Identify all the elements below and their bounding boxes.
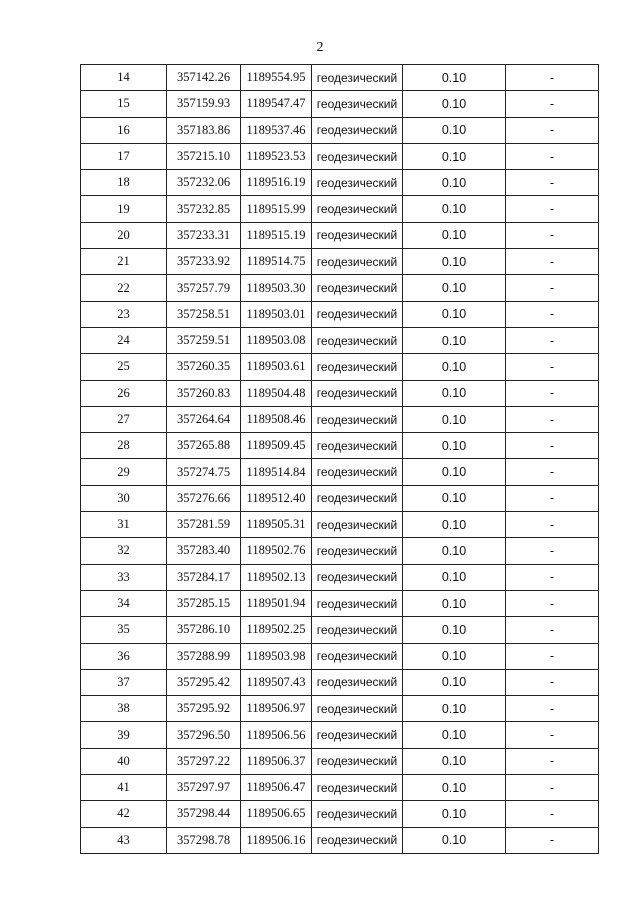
note-cell: - [506, 275, 599, 301]
accuracy-cell: 0.10 [403, 380, 506, 406]
y-coordinate-cell: 1189502.13 [241, 564, 312, 590]
x-coordinate-cell: 357258.51 [167, 301, 241, 327]
y-coordinate-cell: 1189506.47 [241, 775, 312, 801]
x-coordinate-cell: 357264.64 [167, 406, 241, 432]
method-cell: геодезический [312, 669, 403, 695]
point-number-cell: 31 [81, 512, 167, 538]
point-number-cell: 21 [81, 249, 167, 275]
table-row [81, 564, 599, 590]
y-coordinate-cell: 1189502.25 [241, 617, 312, 643]
x-coordinate-cell: 357232.06 [167, 170, 241, 196]
y-coordinate-cell: 1189502.76 [241, 538, 312, 564]
point-number-cell: 17 [81, 143, 167, 169]
accuracy-cell: 0.10 [403, 512, 506, 538]
method-cell: геодезический [312, 801, 403, 827]
point-number-cell: 43 [81, 827, 167, 853]
note-cell: - [506, 249, 599, 275]
y-coordinate-cell: 1189505.31 [241, 512, 312, 538]
method-cell: геодезический [312, 354, 403, 380]
point-number-cell: 18 [81, 170, 167, 196]
accuracy-cell: 0.10 [403, 143, 506, 169]
table-row [81, 196, 599, 222]
method-cell: геодезический [312, 748, 403, 774]
note-cell: - [506, 748, 599, 774]
note-cell: - [506, 170, 599, 196]
point-number-cell: 32 [81, 538, 167, 564]
accuracy-cell: 0.10 [403, 275, 506, 301]
note-cell: - [506, 696, 599, 722]
x-coordinate-cell: 357183.86 [167, 117, 241, 143]
method-cell: геодезический [312, 380, 403, 406]
table-row [81, 65, 599, 91]
note-cell: - [506, 196, 599, 222]
y-coordinate-cell: 1189515.19 [241, 222, 312, 248]
method-cell: геодезический [312, 91, 403, 117]
x-coordinate-cell: 357276.66 [167, 485, 241, 511]
method-cell: геодезический [312, 170, 403, 196]
table-row [81, 801, 599, 827]
method-cell: геодезический [312, 512, 403, 538]
x-coordinate-cell: 357298.78 [167, 827, 241, 853]
x-coordinate-cell: 357142.26 [167, 65, 241, 91]
x-coordinate-cell: 357233.92 [167, 249, 241, 275]
method-cell: геодезический [312, 643, 403, 669]
accuracy-cell: 0.10 [403, 327, 506, 353]
method-cell: геодезический [312, 117, 403, 143]
table-row [81, 222, 599, 248]
table-row [81, 827, 599, 853]
note-cell: - [506, 143, 599, 169]
note-cell: - [506, 301, 599, 327]
x-coordinate-cell: 357265.88 [167, 433, 241, 459]
y-coordinate-cell: 1189515.99 [241, 196, 312, 222]
accuracy-cell: 0.10 [403, 775, 506, 801]
method-cell: геодезический [312, 696, 403, 722]
accuracy-cell: 0.10 [403, 301, 506, 327]
y-coordinate-cell: 1189506.16 [241, 827, 312, 853]
x-coordinate-cell: 357298.44 [167, 801, 241, 827]
note-cell: - [506, 485, 599, 511]
method-cell: геодезический [312, 433, 403, 459]
accuracy-cell: 0.10 [403, 406, 506, 432]
y-coordinate-cell: 1189523.53 [241, 143, 312, 169]
table-row [81, 249, 599, 275]
method-cell: геодезический [312, 775, 403, 801]
note-cell: - [506, 722, 599, 748]
table-row [81, 485, 599, 511]
point-number-cell: 40 [81, 748, 167, 774]
y-coordinate-cell: 1189501.94 [241, 590, 312, 616]
y-coordinate-cell: 1189516.19 [241, 170, 312, 196]
y-coordinate-cell: 1189512.40 [241, 485, 312, 511]
accuracy-cell: 0.10 [403, 459, 506, 485]
note-cell: - [506, 433, 599, 459]
accuracy-cell: 0.10 [403, 669, 506, 695]
accuracy-cell: 0.10 [403, 222, 506, 248]
note-cell: - [506, 459, 599, 485]
note-cell: - [506, 538, 599, 564]
x-coordinate-cell: 357281.59 [167, 512, 241, 538]
table-row [81, 406, 599, 432]
y-coordinate-cell: 1189504.48 [241, 380, 312, 406]
method-cell: геодезический [312, 327, 403, 353]
method-cell: геодезический [312, 617, 403, 643]
method-cell: геодезический [312, 590, 403, 616]
note-cell: - [506, 406, 599, 432]
accuracy-cell: 0.10 [403, 748, 506, 774]
x-coordinate-cell: 357297.97 [167, 775, 241, 801]
y-coordinate-cell: 1189503.98 [241, 643, 312, 669]
y-coordinate-cell: 1189508.46 [241, 406, 312, 432]
y-coordinate-cell: 1189537.46 [241, 117, 312, 143]
method-cell: геодезический [312, 722, 403, 748]
accuracy-cell: 0.10 [403, 170, 506, 196]
y-coordinate-cell: 1189507.43 [241, 669, 312, 695]
point-number-cell: 30 [81, 485, 167, 511]
method-cell: геодезический [312, 301, 403, 327]
note-cell: - [506, 669, 599, 695]
point-number-cell: 28 [81, 433, 167, 459]
accuracy-cell: 0.10 [403, 249, 506, 275]
note-cell: - [506, 564, 599, 590]
note-cell: - [506, 117, 599, 143]
point-number-cell: 36 [81, 643, 167, 669]
note-cell: - [506, 65, 599, 91]
note-cell: - [506, 222, 599, 248]
y-coordinate-cell: 1189503.08 [241, 327, 312, 353]
y-coordinate-cell: 1189503.30 [241, 275, 312, 301]
table-row [81, 696, 599, 722]
point-number-cell: 27 [81, 406, 167, 432]
table-row [81, 170, 599, 196]
table-row [81, 433, 599, 459]
accuracy-cell: 0.10 [403, 590, 506, 616]
point-number-cell: 23 [81, 301, 167, 327]
x-coordinate-cell: 357297.22 [167, 748, 241, 774]
table-row [81, 538, 599, 564]
x-coordinate-cell: 357215.10 [167, 143, 241, 169]
note-cell: - [506, 827, 599, 853]
note-cell: - [506, 380, 599, 406]
x-coordinate-cell: 357286.10 [167, 617, 241, 643]
note-cell: - [506, 775, 599, 801]
x-coordinate-cell: 357159.93 [167, 91, 241, 117]
accuracy-cell: 0.10 [403, 433, 506, 459]
point-number-cell: 41 [81, 775, 167, 801]
table-row [81, 775, 599, 801]
method-cell: геодезический [312, 827, 403, 853]
table-row [81, 380, 599, 406]
point-number-cell: 33 [81, 564, 167, 590]
method-cell: геодезический [312, 65, 403, 91]
y-coordinate-cell: 1189509.45 [241, 433, 312, 459]
x-coordinate-cell: 357285.15 [167, 590, 241, 616]
accuracy-cell: 0.10 [403, 643, 506, 669]
point-number-cell: 15 [81, 91, 167, 117]
method-cell: геодезический [312, 222, 403, 248]
table-row [81, 91, 599, 117]
table-row [81, 117, 599, 143]
point-number-cell: 42 [81, 801, 167, 827]
accuracy-cell: 0.10 [403, 564, 506, 590]
accuracy-cell: 0.10 [403, 538, 506, 564]
method-cell: геодезический [312, 564, 403, 590]
table-row [81, 748, 599, 774]
x-coordinate-cell: 357284.17 [167, 564, 241, 590]
point-number-cell: 38 [81, 696, 167, 722]
accuracy-cell: 0.10 [403, 117, 506, 143]
table-row [81, 301, 599, 327]
method-cell: геодезический [312, 196, 403, 222]
point-number-cell: 24 [81, 327, 167, 353]
method-cell: геодезический [312, 406, 403, 432]
table-row [81, 643, 599, 669]
accuracy-cell: 0.10 [403, 617, 506, 643]
y-coordinate-cell: 1189503.61 [241, 354, 312, 380]
note-cell: - [506, 590, 599, 616]
point-number-cell: 39 [81, 722, 167, 748]
x-coordinate-cell: 357259.51 [167, 327, 241, 353]
method-cell: геодезический [312, 143, 403, 169]
x-coordinate-cell: 357283.40 [167, 538, 241, 564]
table-row [81, 459, 599, 485]
y-coordinate-cell: 1189554.95 [241, 65, 312, 91]
accuracy-cell: 0.10 [403, 91, 506, 117]
point-number-cell: 19 [81, 196, 167, 222]
y-coordinate-cell: 1189506.65 [241, 801, 312, 827]
point-number-cell: 34 [81, 590, 167, 616]
accuracy-cell: 0.10 [403, 696, 506, 722]
method-cell: геодезический [312, 459, 403, 485]
y-coordinate-cell: 1189506.37 [241, 748, 312, 774]
note-cell: - [506, 617, 599, 643]
table-row [81, 669, 599, 695]
y-coordinate-cell: 1189514.75 [241, 249, 312, 275]
accuracy-cell: 0.10 [403, 485, 506, 511]
table-row [81, 590, 599, 616]
x-coordinate-cell: 357295.92 [167, 696, 241, 722]
point-number-cell: 37 [81, 669, 167, 695]
accuracy-cell: 0.10 [403, 722, 506, 748]
table-row [81, 354, 599, 380]
accuracy-cell: 0.10 [403, 801, 506, 827]
note-cell: - [506, 512, 599, 538]
note-cell: - [506, 801, 599, 827]
table-row [81, 275, 599, 301]
note-cell: - [506, 643, 599, 669]
coordinates-table [80, 64, 599, 854]
x-coordinate-cell: 357288.99 [167, 643, 241, 669]
note-cell: - [506, 91, 599, 117]
accuracy-cell: 0.10 [403, 196, 506, 222]
table-row [81, 143, 599, 169]
accuracy-cell: 0.10 [403, 827, 506, 853]
point-number-cell: 22 [81, 275, 167, 301]
y-coordinate-cell: 1189503.01 [241, 301, 312, 327]
point-number-cell: 16 [81, 117, 167, 143]
page-number: 2 [316, 40, 324, 55]
point-number-cell: 35 [81, 617, 167, 643]
y-coordinate-cell: 1189547.47 [241, 91, 312, 117]
point-number-cell: 26 [81, 380, 167, 406]
y-coordinate-cell: 1189506.56 [241, 722, 312, 748]
method-cell: геодезический [312, 249, 403, 275]
table-row [81, 617, 599, 643]
table-row [81, 722, 599, 748]
y-coordinate-cell: 1189514.84 [241, 459, 312, 485]
table-row [81, 512, 599, 538]
method-cell: геодезический [312, 538, 403, 564]
table-row [81, 327, 599, 353]
point-number-cell: 25 [81, 354, 167, 380]
x-coordinate-cell: 357295.42 [167, 669, 241, 695]
x-coordinate-cell: 357274.75 [167, 459, 241, 485]
point-number-cell: 14 [81, 65, 167, 91]
note-cell: - [506, 354, 599, 380]
method-cell: геодезический [312, 275, 403, 301]
x-coordinate-cell: 357233.31 [167, 222, 241, 248]
x-coordinate-cell: 357232.85 [167, 196, 241, 222]
x-coordinate-cell: 357296.50 [167, 722, 241, 748]
coordinates-table-body [81, 65, 599, 854]
x-coordinate-cell: 357257.79 [167, 275, 241, 301]
note-cell: - [506, 327, 599, 353]
x-coordinate-cell: 357260.35 [167, 354, 241, 380]
y-coordinate-cell: 1189506.97 [241, 696, 312, 722]
method-cell: геодезический [312, 485, 403, 511]
accuracy-cell: 0.10 [403, 354, 506, 380]
x-coordinate-cell: 357260.83 [167, 380, 241, 406]
point-number-cell: 20 [81, 222, 167, 248]
accuracy-cell: 0.10 [403, 65, 506, 91]
point-number-cell: 29 [81, 459, 167, 485]
